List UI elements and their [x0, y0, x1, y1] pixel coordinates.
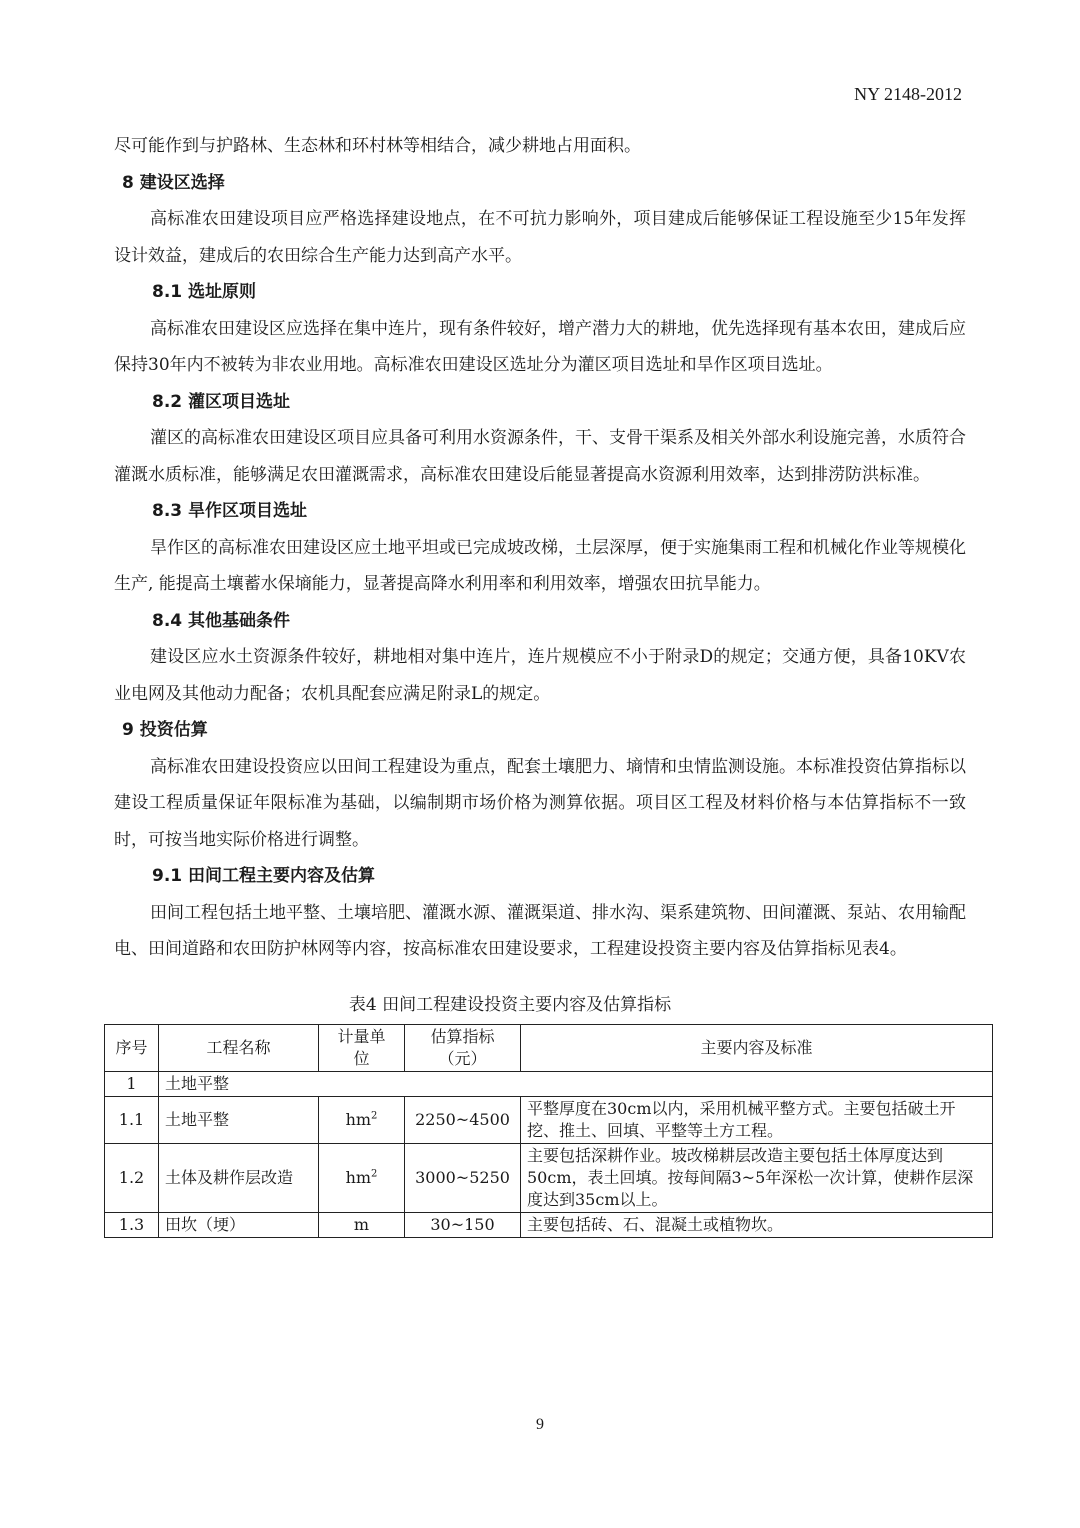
paragraph: 尽可能作到与护路林、生态林和环村林等相结合，减少耕地占用面积。 — [114, 136, 641, 156]
cell-section-name: 土地平整 — [159, 1071, 993, 1096]
paragraph: 高标准农田建设项目应严格选择建设地点，在不可抗力影响外，项目建成后能够保证工程设施至少15年发挥设计效益，建成后的农田综合生产能力达到高产水平。 — [114, 209, 966, 266]
paragraph: 建设区应水土资源条件较好，耕地相对集中连片，连片规模应不小于附录D的规定；交通方便，具备10KV农业电网及其他动力配备；农机具配套应满足附录L的规定。 — [114, 647, 966, 704]
subsection-heading-8-2: 8.2 灌区项目选址 — [152, 391, 291, 412]
cell-name: 土体及耕作层改造 — [159, 1143, 319, 1212]
section-heading-8: 8 建设区选择 — [122, 172, 225, 193]
investment-estimate-table — [104, 1024, 993, 1238]
cell-no: 1.2 — [105, 1143, 159, 1212]
cell-unit: m — [319, 1212, 405, 1237]
paragraph: 旱作区的高标准农田建设区应土地平坦或已完成坡改梯，土层深厚，便于实施集雨工程和机械化作业等规模化生产, 能提高土壤蓄水保墒能力，显著提高降水利用率和利用效率，增强农田抗旱能力。 — [114, 537, 966, 594]
table-section-row — [105, 1071, 993, 1096]
section-heading-9: 9 投资估算 — [122, 720, 208, 740]
subsection-heading-8-1: 8.1 选址原则 — [152, 282, 257, 302]
page-number: 9 — [536, 1416, 544, 1433]
header-no: 序号 — [105, 1024, 159, 1071]
table-header-row — [105, 1024, 993, 1071]
table-caption: 表4 田间工程建设投资主要内容及估算指标 — [348, 994, 672, 1015]
cell-unit: $hm^2$ — [319, 1143, 405, 1212]
table-row — [105, 1212, 993, 1237]
cell-no: 1.3 — [105, 1212, 159, 1237]
subsection-heading-8-4: 8.4 其他基础条件 — [152, 610, 291, 631]
standard-code: NY 2148-2012 — [854, 84, 962, 104]
header-name: 工程名称 — [159, 1024, 319, 1071]
cell-content: 主要包括深耕作业。坡改梯耕层改造主要包括土体厚度达到50cm，表土回填。按每间隔3~5年深松一次计算，使耕作层深度达到35cm以上。 — [521, 1143, 993, 1212]
cell-estimate: 2250~4500 — [405, 1096, 521, 1143]
document-body — [114, 128, 974, 1238]
cell-unit: $hm^2$ — [319, 1096, 405, 1143]
header-content: 主要内容及标准 — [521, 1024, 993, 1071]
table-row — [105, 1143, 993, 1212]
table-row — [105, 1096, 993, 1143]
paragraph: 田间工程包括土地平整、土壤培肥、灌溉水源、灌溉渠道、排水沟、渠系建筑物、田间灌溉、泵站、农用输配电、田间道路和农田防护林网等内容，按高标准农田建设要求，工程建设投资主要内容及估算指标见表4。 — [114, 902, 966, 959]
header-estimate: 估算指标（元） — [405, 1024, 521, 1071]
header-unit: 计量单位 — [319, 1024, 405, 1071]
paragraph: 灌区的高标准农田建设区项目应具备可利用水资源条件，干、支骨干渠系及相关外部水利设施完善，水质符合灌溉水质标准，能够满足农田灌溉需求，高标准农田建设后能显著提高水资源利用效率，达到排涝防洪标准。 — [114, 428, 966, 485]
cell-content: 主要包括砖、石、混凝土或植物坎。 — [521, 1212, 993, 1237]
cell-content: 平整厚度在30cm以内，采用机械平整方式。主要包括破土开挖、推土、回填、平整等土方工程。 — [521, 1096, 993, 1143]
paragraph: 高标准农田建设区应选择在集中连片，现有条件较好，增产潜力大的耕地，优先选择现有基本农田，建成后应保持30年内不被转为非农业用地。高标准农田建设区选址分为灌区项目选址和旱作区项目选址。 — [114, 318, 966, 375]
cell-no: 1.1 — [105, 1096, 159, 1143]
paragraph: 高标准农田建设投资应以田间工程建设为重点，配套土壤肥力、墒情和虫情监测设施。本标准投资估算指标以建设工程质量保证年限标准为基础，以编制期市场价格为测算依据。项目区工程及材料价格与本估算指标不一致时，可按当地实际价格进行调整。 — [114, 756, 966, 850]
subsection-heading-9-1: 9.1 田间工程主要内容及估算 — [152, 866, 376, 886]
cell-estimate: 3000~5250 — [405, 1143, 521, 1212]
cell-name: 土地平整 — [159, 1096, 319, 1143]
cell-estimate: 30~150 — [405, 1212, 521, 1237]
cell-no: 1 — [105, 1071, 159, 1096]
cell-name: 田坎（埂） — [159, 1212, 319, 1237]
subsection-heading-8-3: 8.3 旱作区项目选址 — [152, 501, 308, 521]
